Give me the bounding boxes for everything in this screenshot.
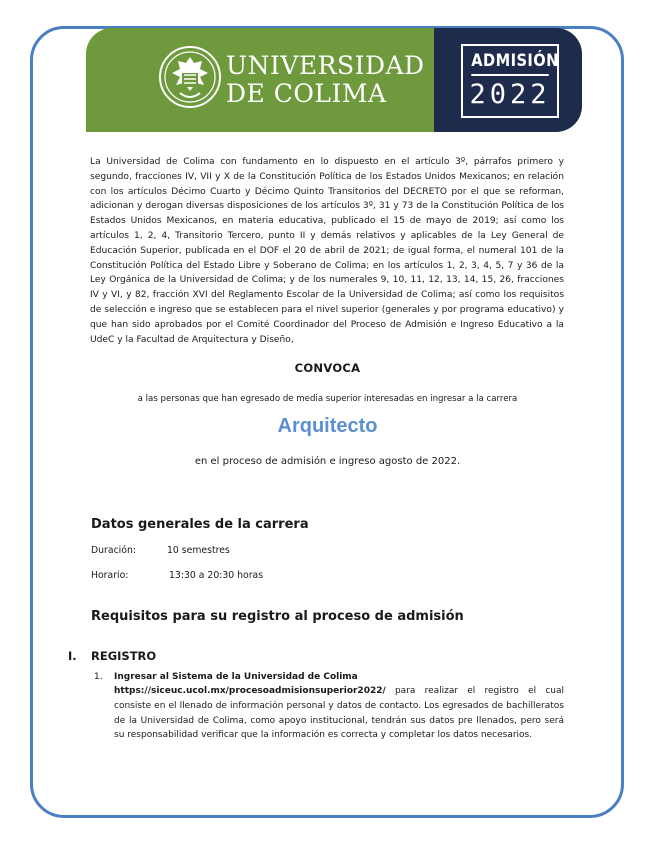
item-body-text: para realizar el registro el cual consiste en el llenado de información personal y datos de contacto. Los egresados de bachilleratos de la Universidad de Colima, como apoyo institucional, tendrán sus datos pre llenados, pero será su responsabilidad verificar que la información es correcta y completar los datos necesarios. [114, 686, 564, 741]
section-title-registro: REGISTRO [91, 649, 157, 663]
requisitos-heading: Requisitos para su registro al proceso de admisión [91, 609, 464, 624]
duracion-label: Duración: [91, 545, 136, 556]
horario-label: Horario: [91, 570, 129, 581]
horario-row [91, 570, 264, 581]
admision-year: 2022 [469, 79, 551, 110]
intro-paragraph: La Universidad de Colima con fundamento en lo dispuesto en el artículo 3º, párrafos primero y segundo, fracciones IV, VII y X de la Constitución Política de los Estados Unidos Mexicanos; en relación con los artículos Décimo Cuarto y Décimo Quinto Transitorios del DECRETO por el que se reforman, adicionan y derogan diversas disposiciones de los artículos 3º, 31 y 73 de la Constitución Política de los Estados Unidos Mexicanos, en materia educativa, publicado el 15 de mayo de 2019; así como los artículos 1, 2, 4, Transitorio Tercero, punto II y demás relativos y aplicables de la Ley General de Educación Superior, publicada en el DOF el 20 de abril de 2021; de igual forma, el numeral 101 de la Constitución Política del Estado Libre y Soberano de Colima; en los artículos 1, 2, 3, 4, 5, 7 y 36 de la Ley Orgánica de la Universidad de Colima; y de los numerales 9, 10, 11, 12, 13, 14, 15, 26, fracciones IV y VI, y 82, fracción XVI del Reglamento Escolar de la Universidad de Colima; así como los requisitos de selección e ingreso que se establecen para el nivel superior (generales y por programa educativo) y que han sido aprobados por el Comité Coordinador del Proceso de Admisión e Ingreso Educativo a la UdeC y la Facultad de Arquitectura y Diseño, [90, 157, 564, 345]
admision-word: ADMISIÓN [471, 50, 548, 76]
university-name [226, 52, 425, 108]
section-number: I. [68, 649, 77, 663]
admission-process-text: en el proceso de admisión e ingreso agosto de 2022. [194, 456, 461, 467]
convocatoria-audience: a las personas que han egresado de media superior interesadas en ingresar a la carrera [137, 394, 518, 404]
datos-generales-heading: Datos generales de la carrera [91, 517, 309, 532]
university-seal-icon [158, 45, 222, 109]
item-title: Ingresar al Sistema de la Universidad de Colima [114, 672, 358, 682]
convoca-heading: CONVOCA [294, 361, 361, 375]
admision-badge [461, 44, 559, 118]
registration-url-link[interactable]: https://siceuc.ucol.mx/procesoadmisionsuperior2022/ [114, 686, 386, 696]
item-number: 1. [94, 672, 103, 682]
horario-value: 13:30 a 20:30 horas [169, 570, 264, 581]
career-name: Arquitecto [277, 415, 378, 437]
item-body [114, 684, 564, 743]
duracion-row [91, 545, 230, 556]
duracion-value: 10 semestres [167, 545, 230, 556]
university-name-line1: UNIVERSIDAD [226, 51, 425, 80]
university-name-line2: DE COLIMA [226, 79, 387, 108]
